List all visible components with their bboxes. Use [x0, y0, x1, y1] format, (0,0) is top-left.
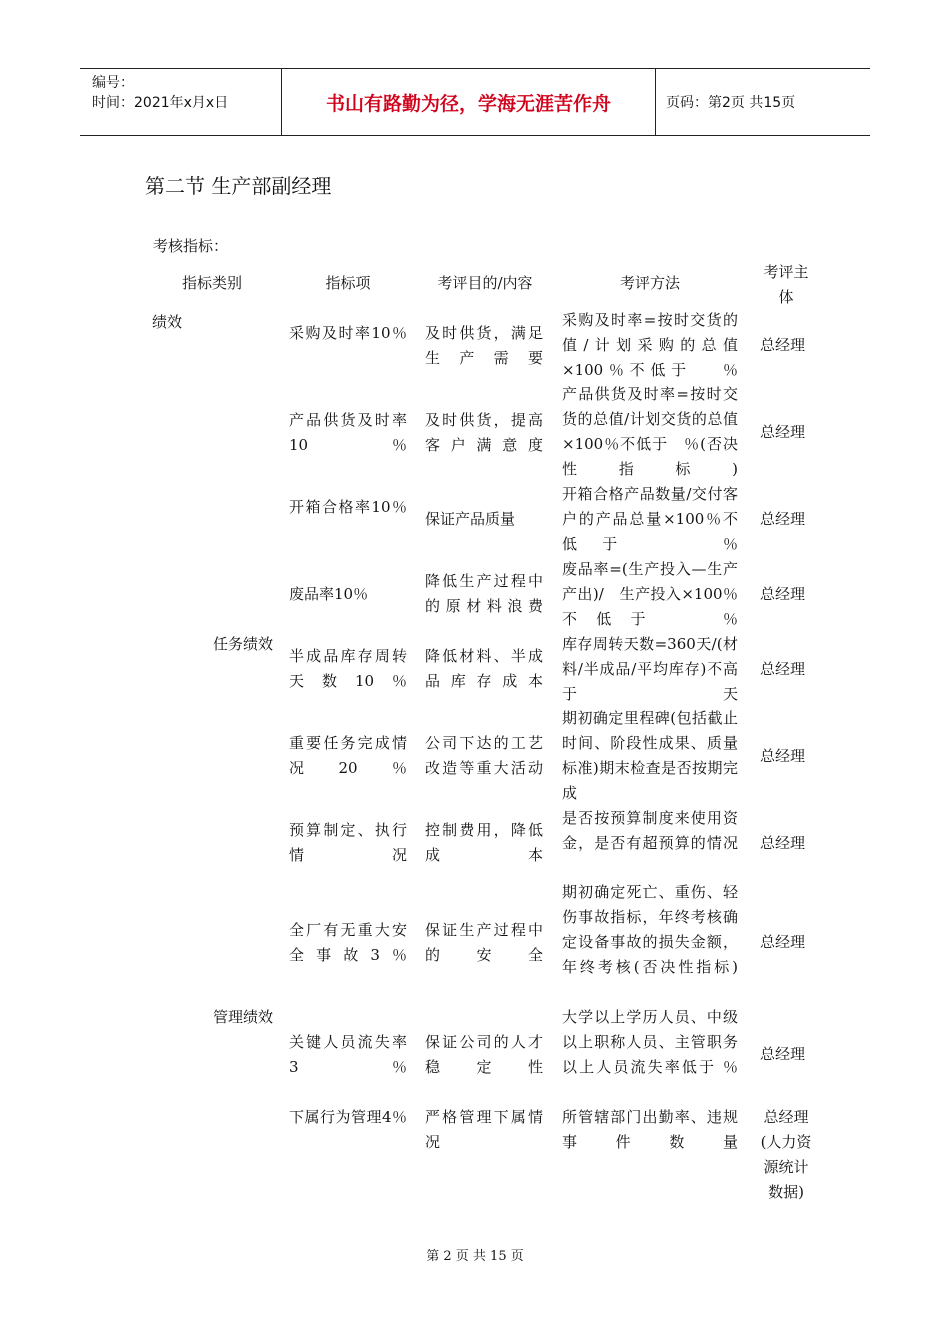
subcategory-task: 任务绩效: [213, 635, 274, 653]
item-cell: 采购及时率10％: [289, 324, 407, 342]
header-motto: 书山有路勤为径，学海无涯苦作舟: [281, 69, 656, 135]
owner-cell: 总经理: [760, 336, 806, 354]
metrics-label: 考核指标：: [153, 237, 229, 255]
purpose-cell: 控制费用，降低成本: [425, 821, 543, 864]
owner-cell: 总经理: [760, 1045, 806, 1063]
time-label: 时间：2021年x月x日: [92, 95, 229, 111]
method-cell: 是否按预算制度来使用资金，是否有超预算的情况: [562, 809, 738, 852]
method-cell: 所管辖部门出勤率、违规事件数量: [562, 1108, 738, 1151]
purpose-cell: 降低材料、半成品库存成本: [425, 647, 543, 690]
purpose-cell: 严格管理下属情况: [425, 1108, 543, 1151]
method-cell: 期初确定里程碑(包括截止时间、阶段性成果、质量标准)期末检查是否按期完成: [562, 709, 738, 802]
column-header-method: 考评方法: [619, 274, 680, 292]
item-cell: 半成品库存周转天数10％: [289, 647, 407, 690]
owner-cell: 总经理: [760, 510, 806, 528]
header-page-label: 页码：第2页 共15页: [666, 95, 796, 111]
owner-cell: 总经理: [760, 423, 806, 441]
purpose-cell: 保证产品质量: [425, 510, 516, 528]
owner-cell: 总经理: [760, 747, 806, 765]
column-header-owner: 考评主体: [763, 263, 809, 306]
item-cell: 产品供货及时率10％: [289, 411, 407, 454]
method-cell: 开箱合格产品数量/交付客户的产品总量×100％不低于 ％: [562, 485, 738, 553]
item-cell: 废品率10％: [289, 585, 369, 603]
item-cell: 预算制定、执行情况: [289, 821, 407, 864]
purpose-cell: 保证生产过程中的安全: [425, 921, 543, 964]
page-header: [80, 68, 870, 136]
item-cell: 全厂有无重大安全事故3％: [289, 921, 407, 964]
purpose-cell: 及时供货，提高客户满意度: [425, 411, 543, 454]
number-label: 编号：: [92, 75, 134, 91]
column-header-category: 指标类别: [181, 274, 242, 292]
item-cell: 关键人员流失率3％: [289, 1033, 407, 1076]
column-header-item: 指标项: [325, 274, 371, 292]
owner-cell: 总经理: [760, 660, 806, 678]
item-cell: 开箱合格率10％: [289, 498, 407, 516]
method-cell: 产品供货及时率=按时交货的总值/计划交货的总值×100％不低于 ％(否决性指标): [562, 385, 738, 478]
method-cell: 废品率=(生产投入—生产产出)/ 生产投入×100％不低于 ％: [562, 560, 738, 628]
method-cell: 大学以上学历人员、中级以上职称人员、主管职务以上人员流失率低于 ％: [562, 1008, 738, 1076]
purpose-cell: 及时供货，满足生产需要: [425, 324, 543, 367]
owner-cell: 总经理(人力资源统计数据): [760, 1108, 812, 1201]
owner-cell: 总经理: [760, 834, 806, 852]
section-title: 第二节 生产部副经理: [145, 174, 332, 198]
category-main: 绩效: [152, 313, 183, 331]
method-cell: 采购及时率=按时交货的值/计划采购的总值×100％不低于 ％: [562, 311, 738, 379]
owner-cell: 总经理: [760, 933, 806, 951]
item-cell: 下属行为管理4％: [289, 1108, 407, 1126]
column-header-purpose: 考评目的/内容: [437, 274, 533, 292]
subcategory-management: 管理绩效: [213, 1008, 274, 1026]
purpose-cell: 保证公司的人才稳定性: [425, 1033, 543, 1076]
item-cell: 重要任务完成情况20％: [289, 734, 407, 777]
owner-cell: 总经理: [760, 585, 806, 603]
purpose-cell: 降低生产过程中的原材料浪费: [425, 572, 543, 615]
method-cell: 期初确定死亡、重伤、轻伤事故指标，年终考核确定设备事故的损失金额，年终考核(否决性指标): [562, 883, 738, 976]
purpose-cell: 公司下达的工艺改造等重大活动: [425, 734, 543, 777]
method-cell: 库存周转天数=360天/(材料/半成品/平均库存)不高于 天: [562, 635, 738, 703]
page-footer: 第 2 页 共 15 页: [426, 1249, 524, 1264]
header-left: [80, 69, 281, 135]
